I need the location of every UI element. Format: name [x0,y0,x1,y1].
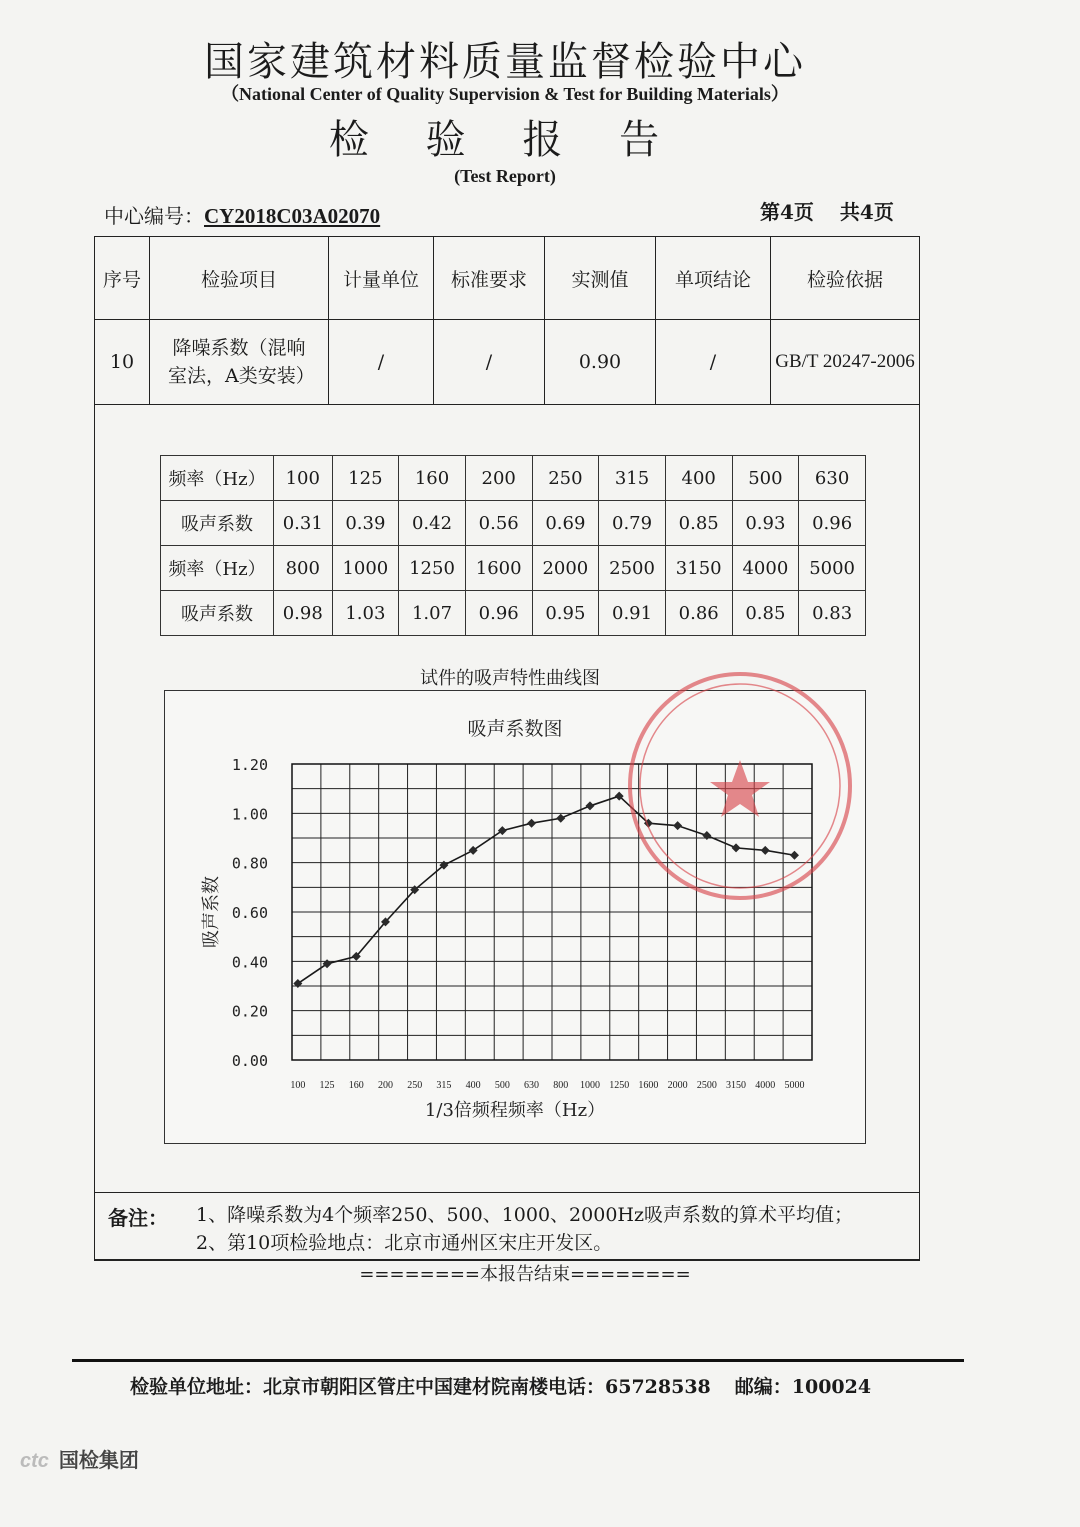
coef-row-2 [161,591,866,636]
freq-label: 频率（Hz） [161,546,274,591]
freq-row-1 [161,456,866,501]
freq-cell: 5000 [799,546,866,591]
coef-cell: 0.39 [332,501,399,546]
row-requirement: / [434,320,545,405]
coef-cell: 0.96 [465,591,532,636]
x-tick-label: 5000 [784,1080,805,1091]
center-number [104,200,380,229]
report-title: 检 验 报 告 [328,117,682,163]
brand-mark [20,1444,139,1473]
freq-cell: 1000 [332,546,399,591]
table-header-row [95,237,920,320]
x-tick-label: 1000 [579,1080,600,1091]
coef-cell: 0.69 [532,501,599,546]
x-tick-label: 1600 [638,1080,659,1091]
page-total: 共4页 [839,200,894,224]
x-tick-label: 200 [377,1080,393,1091]
table-row [95,320,920,405]
x-tick-label: 100 [290,1080,306,1091]
freq-cell: 315 [599,456,666,501]
y-tick-label: 0.00 [231,1052,268,1070]
x-tick-label: 630 [524,1080,540,1091]
header-unit: 计量单位 [329,237,434,320]
freq-cell: 100 [274,456,333,501]
frequency-table [160,455,866,636]
header-measured: 实测值 [545,237,656,320]
row-item: 降噪系数（混响室法，A类安装） [150,320,329,405]
row-basis: GB/T 20247-2006 [771,320,920,405]
freq-cell: 3150 [665,546,732,591]
coef-cell: 0.96 [799,501,866,546]
coef-label: 吸声系数 [161,501,274,546]
freq-cell: 630 [799,456,866,501]
y-tick-label: 0.80 [231,854,268,873]
y-tick-label: 1.20 [231,756,268,774]
note-item: 1、降噪系数为4个频率250、500、1000、2000Hz吸声系数的算术平均值； [196,1204,853,1226]
coef-cell: 0.85 [732,591,799,636]
coef-cell: 1.03 [332,591,399,636]
footer-contact [130,1372,871,1399]
freq-cell: 4000 [732,546,799,591]
page-info [760,196,920,225]
footer-postcode: 邮编：100024 [734,1376,872,1398]
footer-rule [72,1359,964,1362]
freq-cell: 2500 [599,546,666,591]
coef-row-1 [161,501,866,546]
coef-cell: 0.42 [399,501,466,546]
row-no: 10 [95,320,150,405]
coef-cell: 0.79 [599,501,666,546]
x-tick-label: 500 [494,1080,510,1091]
center-number-label: 中心编号： [104,204,204,228]
freq-cell: 500 [732,456,799,501]
data-point [527,819,536,828]
x-tick-label: 250 [407,1080,423,1091]
data-point [585,801,594,810]
data-point [293,979,302,988]
freq-cell: 1600 [465,546,532,591]
coef-cell: 0.56 [465,501,532,546]
freq-cell: 2000 [532,546,599,591]
freq-cell: 250 [532,456,599,501]
coef-cell: 1.07 [399,591,466,636]
ctc-logo-icon: ctc [20,1450,49,1472]
org-title-en: （National Center of Quality Supervision & Test for Building Materials） [221,84,789,104]
freq-cell: 800 [274,546,333,591]
y-axis-label: 吸声系数 [201,876,222,948]
x-tick-label: 1250 [609,1080,630,1091]
x-tick-label: 160 [348,1080,364,1091]
coef-cell: 0.98 [274,591,333,636]
x-tick-label: 2500 [696,1080,717,1091]
chart-caption: 试件的吸声特性曲线图 [420,668,600,689]
brand-name: 国检集团 [58,1448,139,1472]
coef-cell: 0.85 [665,501,732,546]
data-point [323,959,332,968]
row-measured: 0.90 [545,320,656,405]
freq-cell: 1250 [399,546,466,591]
notes-divider [94,1192,920,1193]
header-requirement: 标准要求 [434,237,545,320]
test-result-table [94,236,920,405]
freq-row-2 [161,546,866,591]
coef-cell: 0.91 [599,591,666,636]
coef-label: 吸声系数 [161,591,274,636]
x-tick-label: 3150 [726,1080,747,1091]
freq-cell: 160 [399,456,466,501]
org-title: 国家建筑材料质量监督检验中心 [204,39,806,85]
header-no: 序号 [95,237,150,320]
coef-cell: 0.93 [732,501,799,546]
y-tick-label: 0.40 [231,953,268,972]
x-tick-label: 800 [553,1080,569,1091]
freq-cell: 400 [665,456,732,501]
y-tick-label: 0.60 [231,904,268,922]
footer-address: 检验单位地址：北京市朝阳区管庄中国建材院南楼电话：65728538 [130,1376,711,1398]
x-tick-label: 2000 [667,1080,688,1091]
freq-cell: 125 [332,456,399,501]
note-item: 2、第10项检验地点：北京市通州区宋庄开发区。 [196,1232,613,1254]
data-point [498,826,507,835]
coef-cell: 0.83 [799,591,866,636]
center-number-value: CY2018C03A02070 [204,204,381,228]
x-tick-label: 125 [319,1080,335,1091]
notes-label: 备注： [108,1206,168,1230]
x-tick-label: 315 [436,1080,452,1091]
header-basis: 检验依据 [771,237,920,320]
freq-cell: 200 [465,456,532,501]
row-conclusion: / [656,320,771,405]
x-axis-label: 1/3倍频程频率（Hz） [424,1100,606,1121]
coef-cell: 0.86 [665,591,732,636]
y-tick-label: 0.20 [231,1002,268,1021]
freq-label: 频率（Hz） [161,456,274,501]
report-end-line: ========本报告结束======== [359,1264,691,1285]
data-point [556,814,565,823]
chart-title: 吸声系数图 [467,718,563,740]
x-tick-label: 400 [465,1080,481,1091]
official-stamp [622,664,862,910]
y-tick-label: 1.00 [231,805,268,824]
coef-cell: 0.31 [274,501,333,546]
x-tick-label: 4000 [755,1080,776,1091]
data-point [469,846,478,855]
coef-cell: 0.95 [532,591,599,636]
header-conclusion: 单项结论 [656,237,771,320]
report-title-en: (Test Report) [454,166,556,186]
page-current: 第4页 [760,200,814,224]
row-unit: / [329,320,434,405]
header-item: 检验项目 [150,237,329,320]
